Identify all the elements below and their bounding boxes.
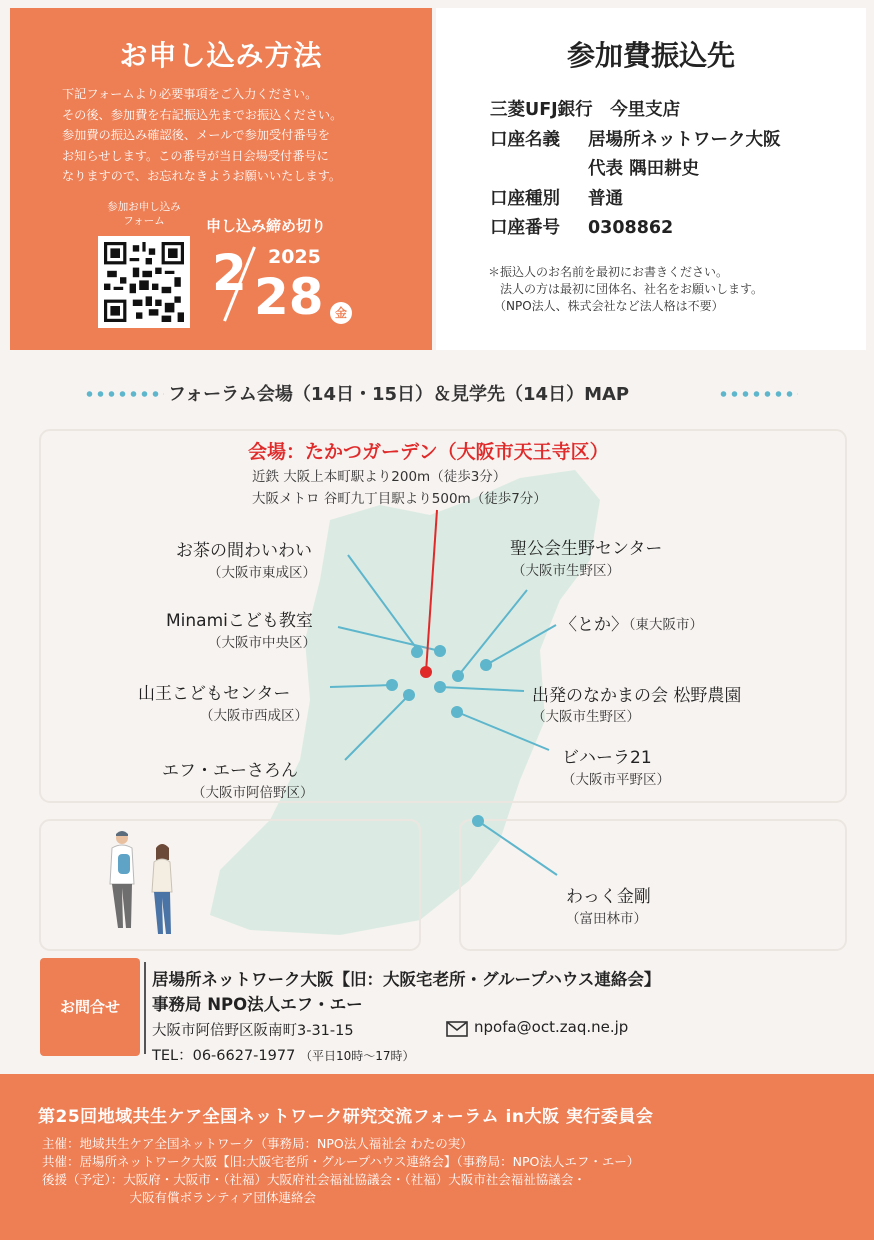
place-area: （大阪市平野区） — [562, 772, 670, 788]
venue-title: 会場：たかつガーデン（大阪市天王寺区） — [248, 441, 609, 463]
apply-title: お申し込み方法 — [119, 39, 323, 72]
form-label — [94, 200, 194, 228]
form-label-line: 参加お申し込み — [107, 201, 181, 213]
place-area: （東大阪市） — [622, 617, 703, 633]
row-value: 代表 隅田耕史 — [588, 159, 700, 179]
map-title: フォーラム会場（14日・15日）＆見学先（14日）MAP — [168, 384, 630, 405]
deadline-month: 2 — [212, 244, 247, 302]
apply-section — [10, 8, 432, 350]
place-area: （富田林市） — [566, 911, 647, 927]
contact-badge: お問合せ — [40, 958, 140, 1056]
account-type-row — [490, 185, 623, 210]
place-area: （大阪市西成区） — [200, 708, 308, 724]
contact-office: 事務局 NPO法人エフ・エー — [152, 995, 363, 1014]
note-line: （NPO法人、株式会社など法人格は不要） — [488, 299, 724, 313]
note-line: 法人の方は最初に団体名、社名をお願いします。 — [488, 282, 764, 296]
footer-line: 大阪有償ボランティア団体連絡会 — [42, 1190, 317, 1205]
deadline-day: 28 — [254, 268, 324, 326]
row-label: 口座名義 — [490, 130, 560, 150]
fee-section — [436, 8, 866, 350]
place-name: お茶の間わいわい — [176, 541, 312, 561]
map-title-bar — [0, 380, 874, 408]
note-line: ＊振込人のお名前を最初にお書きください。 — [488, 265, 729, 279]
people-illustration — [96, 828, 196, 940]
place-area: （大阪市中央区） — [208, 635, 316, 651]
row-value: 居場所ネットワーク大阪 — [588, 130, 781, 150]
dots-decoration — [84, 391, 164, 397]
place-area: （大阪市阿倍野区） — [192, 785, 314, 801]
apply-desc-line: 参加費の振込み確認後、メールで参加受付番号を — [62, 128, 330, 142]
deadline-year: 2025 — [268, 246, 321, 268]
footer-title: 第25回地域共生ケア全国ネットワーク研究交流フォーラム in大阪 実行委員会 — [38, 1107, 654, 1127]
place-name: 〈とか〉 — [560, 615, 628, 635]
contact-hours: （平日10時～17時） — [299, 1049, 415, 1063]
venue-access: 大阪メトロ 谷町九丁目駅より500m（徒歩7分） — [252, 491, 547, 507]
contact-email[interactable]: npofa@oct.zaq.ne.jp — [474, 1018, 629, 1036]
mail-icon — [446, 1021, 468, 1037]
apply-desc-line: 下記フォームより必要事項をご入力ください。 — [62, 87, 318, 101]
contact-tel-row — [152, 1044, 414, 1065]
apply-desc-line: なりますので、お忘れなきようお願いいたします。 — [62, 169, 342, 183]
row-label: 口座種別 — [490, 189, 560, 209]
venue-access: 近鉄 大阪上本町駅より200m（徒歩3分） — [252, 469, 507, 485]
contact-tel: TEL：06-6627-1977 — [152, 1048, 296, 1064]
place-name: ビハーラ21 — [562, 748, 652, 768]
fee-note — [488, 264, 763, 315]
place-area: （大阪市生野区） — [512, 563, 620, 579]
footer-committee — [0, 1074, 874, 1240]
deadline-label: 申し込み締め切り — [206, 217, 327, 235]
deadline-weekday-badge: 金 — [330, 302, 352, 324]
contact-org: 居場所ネットワーク大阪【旧：大阪宅老所・グループハウス連絡会】 — [152, 970, 661, 989]
footer-line: 共催：居場所ネットワーク大阪【旧:大阪宅老所・グループハウス連絡会】（事務局：NPO法人エフ・エー） — [42, 1154, 640, 1169]
row-value: 普通 — [588, 189, 623, 209]
qr-code[interactable] — [98, 236, 190, 328]
contact-address: 大阪市阿倍野区阪南町3-31-15 — [152, 1023, 354, 1039]
footer-line: 後援（予定）：大阪府・大阪市・（社福）大阪府社会福祉協議会・（社福）大阪市社会福祉協議会・ — [42, 1172, 586, 1187]
bank-name: 三菱UFJ銀行 今里支店 — [490, 100, 681, 120]
row-label: 口座番号 — [490, 218, 560, 238]
place-area: （大阪市生野区） — [532, 709, 640, 725]
place-name: 聖公会生野センター — [510, 539, 663, 559]
form-label-line: フォーム — [123, 215, 165, 227]
qr-code-icon — [104, 242, 184, 322]
row-value: 0308862 — [588, 218, 674, 238]
apply-description — [62, 84, 402, 187]
place-name: 山王こどもセンター — [138, 684, 291, 704]
place-name: 出発のなかまの会 松野農園 — [532, 686, 742, 706]
place-name: Minamiこども教室 — [166, 611, 313, 631]
place-name: エフ・エーさろん — [162, 761, 298, 781]
account-rep-row — [490, 155, 699, 180]
apply-desc-line: お知らせします。この番号が当日会場受付番号に — [62, 148, 329, 163]
place-area: （大阪市東成区） — [208, 565, 316, 581]
account-holder-row — [490, 126, 781, 151]
contact-divider — [144, 962, 146, 1054]
dots-decoration — [718, 391, 798, 397]
place-name: わっく金剛 — [566, 887, 651, 907]
apply-desc-line: その後、参加費を右記振込先までお振込ください。 — [62, 107, 343, 122]
footer-line: 主催：地域共生ケア全国ネットワーク（事務局：NPO法人福祉会 わたの実） — [42, 1136, 473, 1151]
account-number-row — [490, 214, 673, 239]
fee-title: 参加費振込先 — [566, 39, 735, 72]
